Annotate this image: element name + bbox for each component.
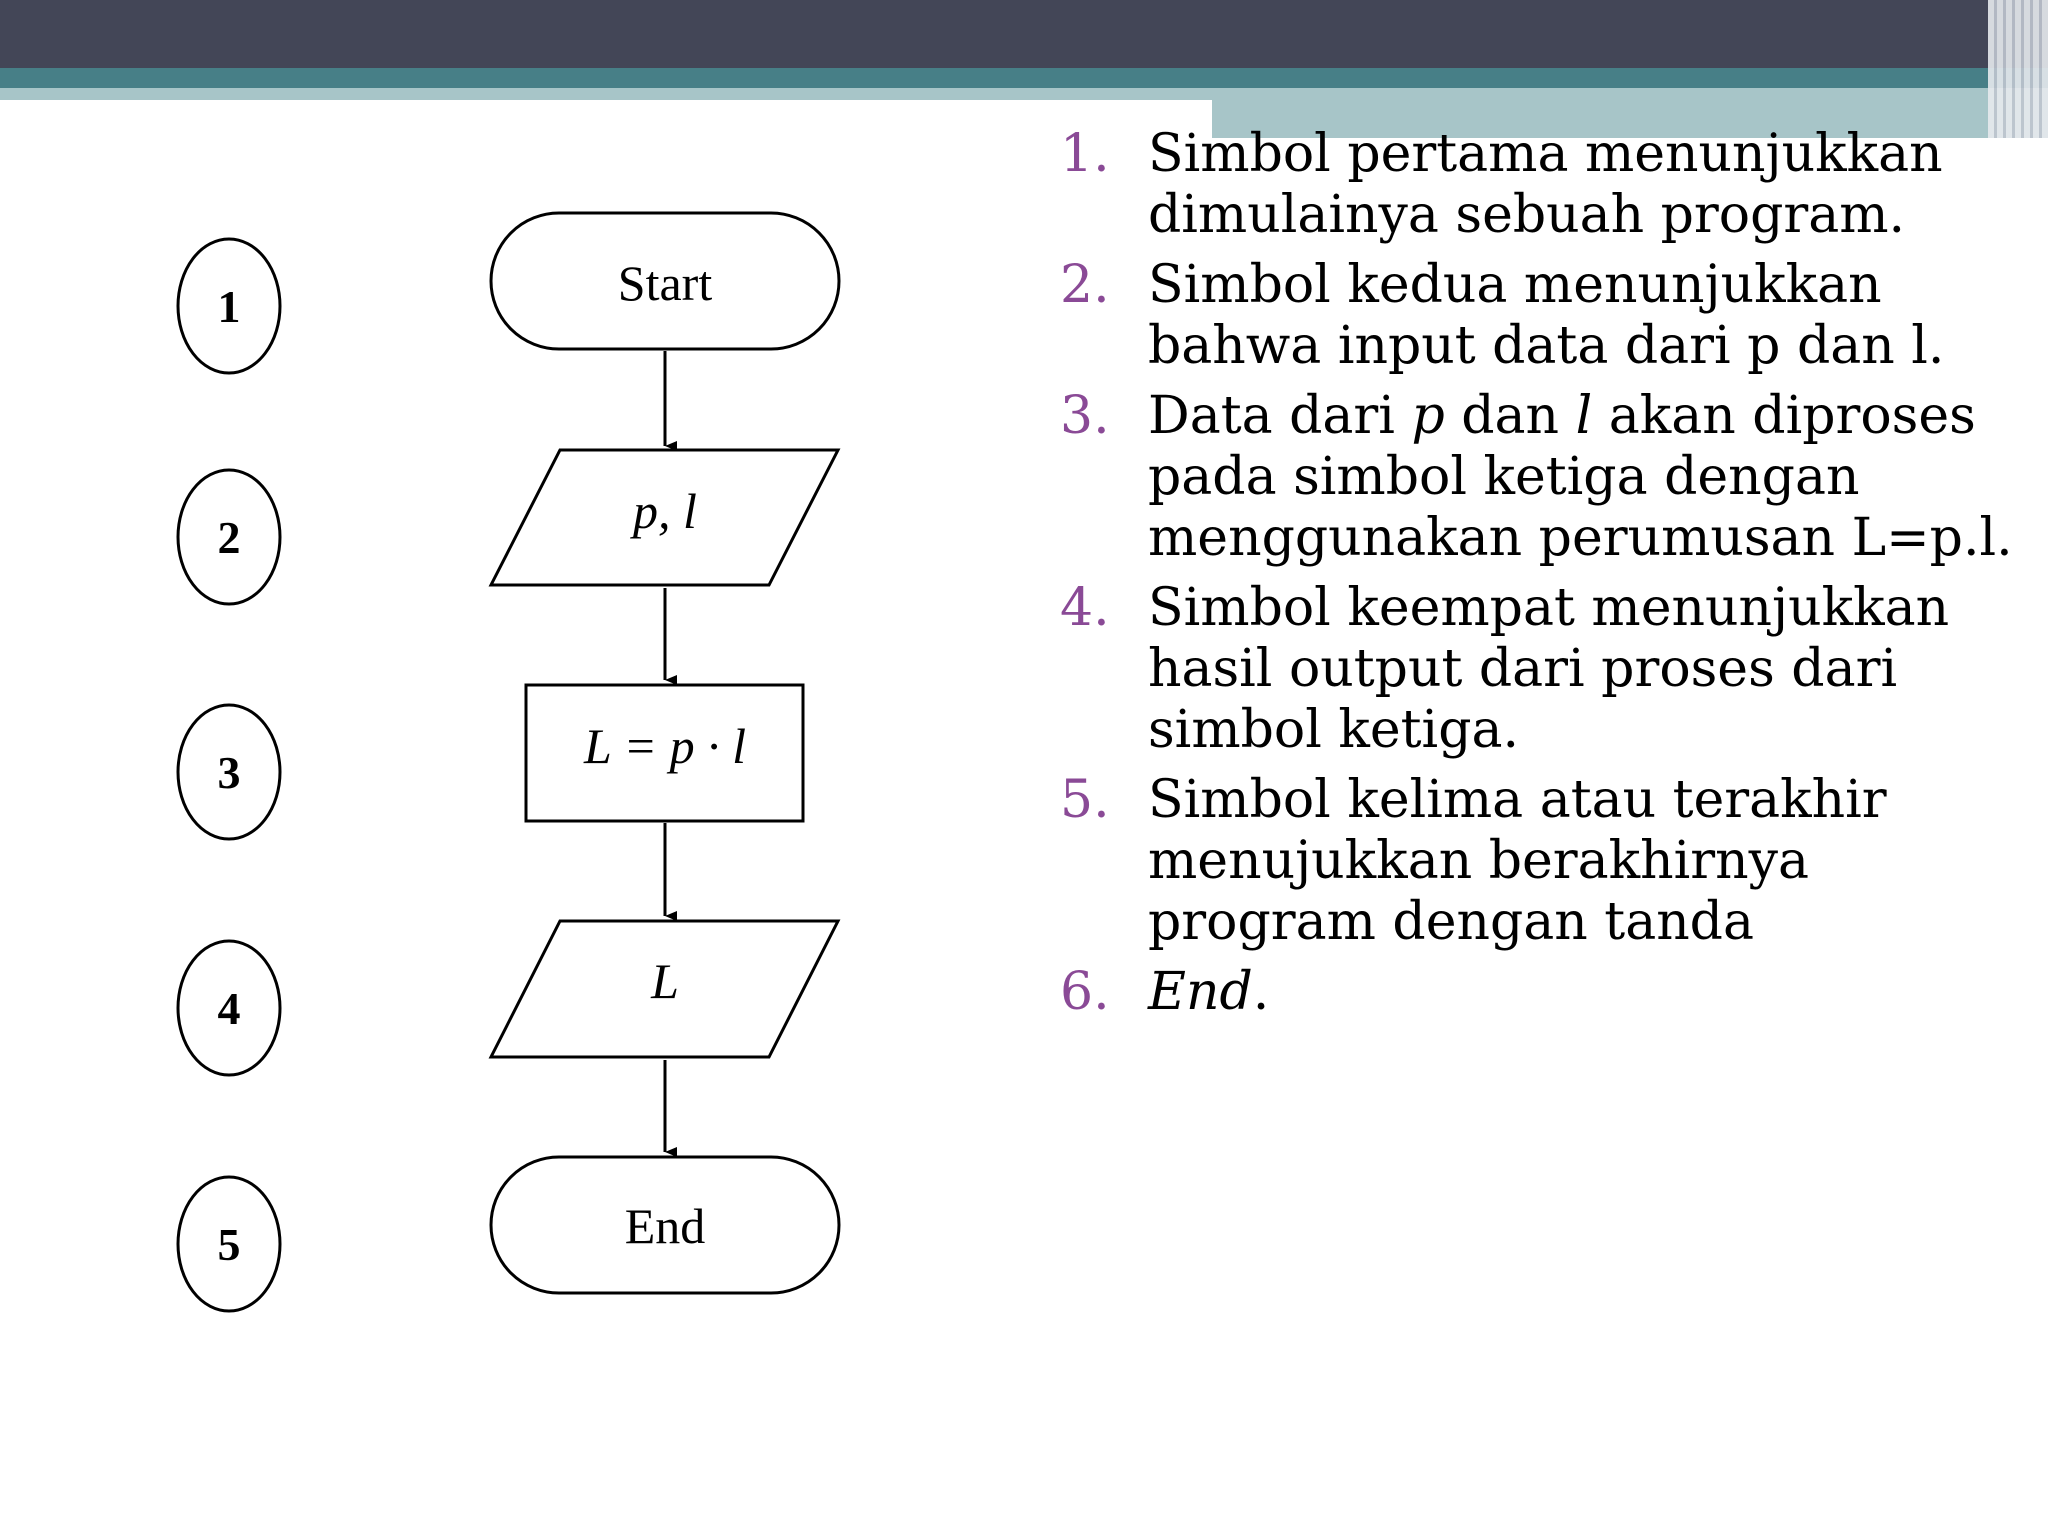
start-label: Start xyxy=(617,255,713,311)
start-terminator xyxy=(491,213,839,349)
input-parallelogram xyxy=(491,450,838,585)
description-item-2-text: Simbol kedua menunjukkan bahwa input data dari p dan l. xyxy=(1148,255,1945,376)
description-item-3-number: 3. xyxy=(1060,386,1110,446)
description-item-3-var-l: l xyxy=(1575,386,1593,446)
step-number-5-label: 5 xyxy=(217,1219,241,1270)
description-item-6 xyxy=(1060,962,2020,1023)
description-item-4-text: Simbol keempat menunjukkan hasil output dari proses dari simbol ketiga. xyxy=(1148,578,1950,760)
step-number-2 xyxy=(178,470,280,604)
step-number-2-label: 2 xyxy=(217,512,241,563)
description-item-1 xyxy=(1060,124,2020,246)
description-item-6-number: 6. xyxy=(1060,962,1110,1022)
step-number-3-label: 3 xyxy=(217,747,241,798)
description-item-6-period: . xyxy=(1252,962,1270,1022)
description-list xyxy=(1060,124,2020,1032)
description-item-2 xyxy=(1060,255,2020,377)
step-number-5 xyxy=(178,1177,280,1311)
end-terminator xyxy=(491,1157,839,1293)
description-item-3 xyxy=(1060,386,2020,569)
step-number-4-label: 4 xyxy=(217,983,241,1034)
description-item-2-number: 2. xyxy=(1060,255,1110,315)
description-item-1-text: Simbol pertama menunjukkan dimulainya sebuah program. xyxy=(1148,124,1943,245)
step-number-4 xyxy=(178,941,280,1075)
description-item-3-var-p: p xyxy=(1411,386,1445,446)
description-item-5-text: Simbol kelima atau terakhir menujukkan berakhirnya program dengan tanda xyxy=(1148,770,1887,952)
input-label: p, l xyxy=(633,483,697,539)
process-rectangle xyxy=(526,685,803,821)
description-item-4-number: 4. xyxy=(1060,578,1110,638)
description-item-5 xyxy=(1060,770,2020,953)
description-item-5-number: 5. xyxy=(1060,770,1110,830)
step-number-1-label: 1 xyxy=(217,281,241,332)
description-item-3-text-a: Data dari xyxy=(1148,386,1412,446)
output-parallelogram xyxy=(491,921,838,1057)
description-item-1-number: 1. xyxy=(1060,124,1110,184)
description-item-3-text-b: dan xyxy=(1444,386,1576,446)
process-label: L = p · l xyxy=(583,718,747,774)
description-item-3-text-c: akan diproses pada simbol ketiga dengan menggunakan perumusan L=p.l. xyxy=(1148,386,2013,568)
step-number-1 xyxy=(178,239,280,373)
end-label: End xyxy=(624,1198,706,1254)
output-label: L xyxy=(651,953,679,1009)
description-item-6-text: End xyxy=(1148,962,1253,1022)
description-item-4 xyxy=(1060,578,2020,761)
step-number-3 xyxy=(178,705,280,839)
